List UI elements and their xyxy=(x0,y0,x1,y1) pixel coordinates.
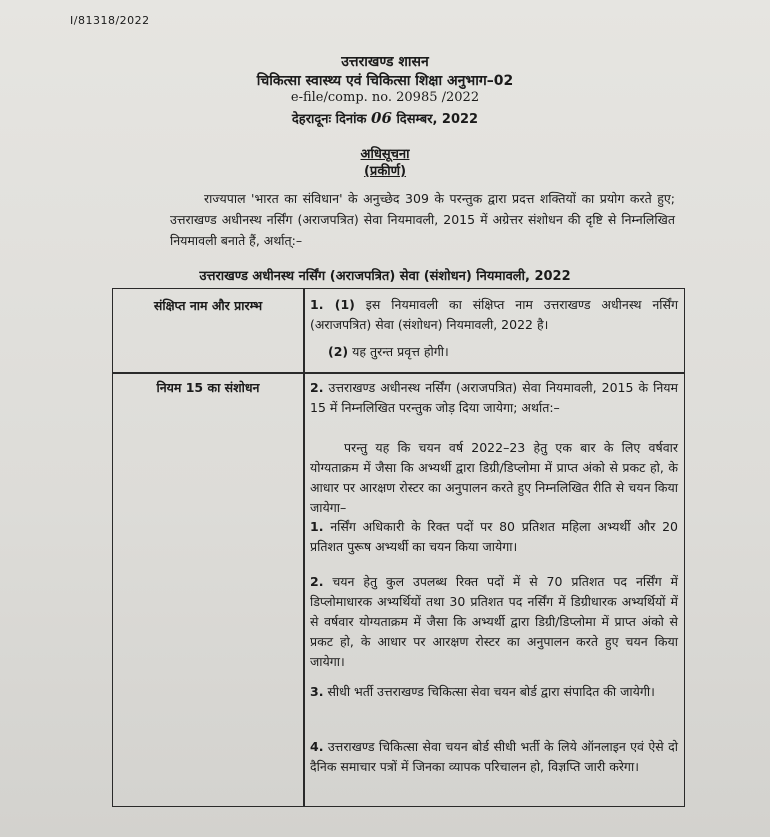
condition-text: नर्सिंग अधिकारी के रिक्त पदों पर 80 प्रतिशत महिला अभ्यर्थी और 20 प्रतिशत पुरूष अभ्यर्थी का चयन किया जायेगा। xyxy=(310,519,678,554)
condition-text: चयन हेतु कुल उपलब्ध रिक्त पदों में से 70 प्रतिशत पद नर्सिंग में डिप्लोमाधारक अभ्यर्थियों तथा 30 प्रतिशत पद नर्सिंग में डिग्रीधारक अभ्यर्थियों में से वर्षवार योग्यताक्रम में जैसा कि अभ्यर्थी द्वारा डिग्री/डिप्लोमा में प्राप्त अंको से प्रकट हो, के आधार पर आरक्षण रोस्टर का अनुपालन करते हुए चयन किया जायेगा। xyxy=(310,574,678,669)
condition-number: 2. xyxy=(310,574,324,589)
clause-text: उत्तराखण्ड अधीनस्थ नर्सिंग (अराजपत्रित) सेवा नियमावली, 2015 के नियम 15 में निम्नलिखित परन्तुक जोड़ दिया जायेगा; अर्थात:– xyxy=(310,380,678,415)
clause-text: इस नियमावली का संक्षिप्त नाम उत्तराखण्ड अधीनस्थ नर्सिंग (अराजपत्रित) सेवा (संशोधन) नियमावली, 2022 है। xyxy=(310,297,678,332)
clause-number: (2) xyxy=(328,344,349,359)
row2-proviso: परन्तु यह कि चयन वर्ष 2022–23 हेतु एक बार के लिए वर्षवार योग्यताक्रम में जैसा कि अभ्यर्थी द्वारा डिग्री/डिप्लोमा में प्राप्त अंको से प्रकट हो, के आधार पर आरक्षण रोस्टर का अनुपालन करते हुए निम्नलिखित रीति से चयन किया जायेगा– xyxy=(310,440,678,515)
rules-table xyxy=(112,288,685,807)
table-title: उत्तराखण्ड अधीनस्थ नर्सिंग (अराजपत्रित) सेवा (संशोधन) नियमावली, 2022 xyxy=(199,269,571,284)
clause-text: यह तुरन्त प्रवृत्त होगी। xyxy=(352,344,449,359)
reference-number: I/81318/2022 xyxy=(70,14,150,27)
condition-number: 1. xyxy=(310,519,324,534)
column-divider xyxy=(303,289,305,806)
condition-number: 4. xyxy=(310,739,324,754)
row1-heading: संक्षिप्त नाम और प्रारम्भ xyxy=(153,298,263,313)
condition-number: 3. xyxy=(310,684,324,699)
header-department: चिकित्सा स्वास्थ्य एवं चिकित्सा शिक्षा अनुभाग–02 xyxy=(256,73,514,89)
date-suffix: दिसम्बर, 2022 xyxy=(396,112,479,127)
proviso-condition-2 xyxy=(310,572,678,672)
proviso-condition-4 xyxy=(310,737,678,777)
header-government: उत्तराखण्ड शासन xyxy=(341,54,429,70)
row2-clause xyxy=(310,378,678,418)
proviso-condition-3 xyxy=(310,682,678,702)
header-file-number: e-file/comp. no. 20985 /2022 xyxy=(290,90,480,105)
notification-title: अधिसूचना xyxy=(360,147,410,162)
header-date xyxy=(0,109,770,127)
row2-heading: नियम 15 का संशोधन xyxy=(156,380,260,395)
row1-clause2 xyxy=(328,342,678,362)
condition-text: उत्तराखण्ड चिकित्सा सेवा चयन बोर्ड सीधी भर्ती के लिये ऑनलाइन एवं ऐसे दो दैनिक समाचार पत्रों में जिनका व्यापक परिचालन हो, विज्ञप्ति जारी करेगा। xyxy=(310,739,678,774)
clause-number: 1. (1) xyxy=(310,297,355,312)
proviso-condition-1 xyxy=(310,517,678,557)
condition-text: सीधी भर्ती उत्तराखण्ड चिकित्सा सेवा चयन बोर्ड द्वारा संपादित की जायेगी। xyxy=(327,684,655,699)
row1-clause1 xyxy=(310,295,678,335)
row-divider xyxy=(113,372,684,374)
notification-subtitle: (प्रकीर्ण) xyxy=(363,164,407,179)
date-day: 06 xyxy=(371,109,392,127)
preamble-paragraph: राज्यपाल 'भारत का संविधान' के अनुच्छेद 309 के परन्तुक द्वारा प्रदत्त शक्तियों का प्रयोग करते हुए; उत्तराखण्ड अधीनस्थ नर्सिंग (अराजपत्रित) सेवा नियमावली, 2015 में अग्रेत्तर संशोधन की दृष्टि से निम्नलिखित नियमावली बनाते हैं, अर्थात्:– xyxy=(170,191,675,248)
date-prefix: देहरादूनः दिनांक xyxy=(291,112,367,127)
clause-number: 2. xyxy=(310,380,324,395)
